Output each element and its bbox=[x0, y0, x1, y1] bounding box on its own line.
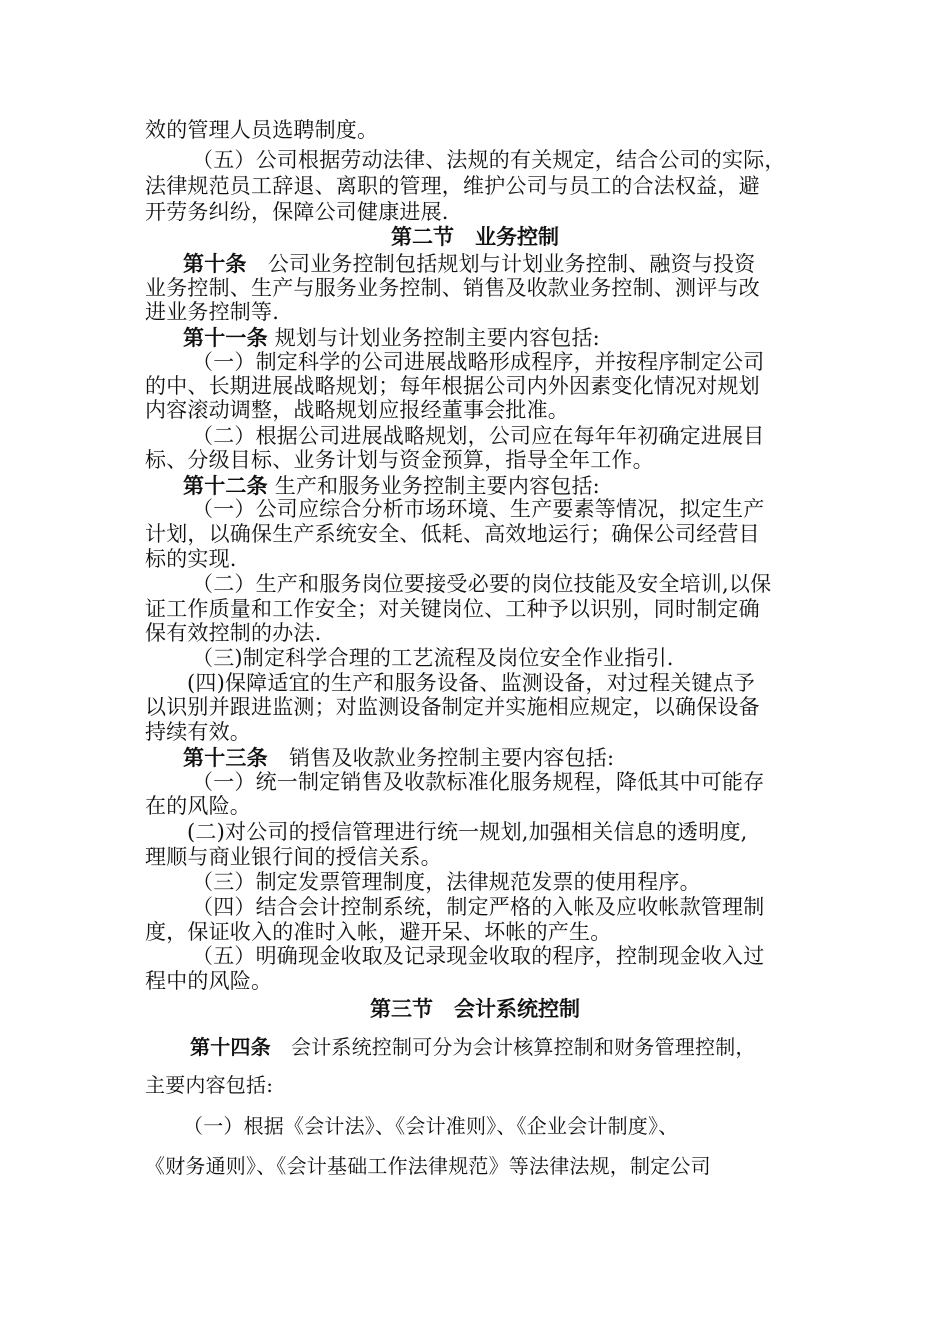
text-line: 持续有效。 bbox=[145, 720, 251, 744]
text-line: （四）结合会计控制系统，制定严格的入帐及应收帐款管理制 bbox=[192, 895, 765, 919]
text-line: (二)对公司的授信管理进行统一规划,加强相关信息的透明度, bbox=[187, 820, 748, 844]
text-line: 以识别并跟进监测；对监测设备制定并实施相应规定，以确保设备 bbox=[145, 695, 760, 719]
article-line bbox=[183, 325, 600, 350]
text-line: 的中、长期进展战略规划；每年根据公司内外因素变化情况对规划 bbox=[145, 374, 760, 398]
article-text: 销售及收款业务控制主要内容包括: bbox=[267, 746, 615, 770]
text-line: （一）统一制定销售及收款标准化服务规程，降低其中可能存 bbox=[192, 770, 765, 794]
text-line: （一）公司应综合分析市场环境、生产要素等情况，拟定生产 bbox=[192, 497, 765, 521]
text-line: 效的管理人员选聘制度。 bbox=[145, 118, 379, 142]
text-line: 程中的风险。 bbox=[145, 969, 273, 993]
text-line: 在的风险。 bbox=[145, 794, 251, 818]
text-line: （三）制定发票管理制度，法律规范发票的使用程序。 bbox=[192, 870, 701, 894]
text-line: 理顺与商业银行间的授信关系。 bbox=[145, 845, 442, 869]
article-label: 第十条 bbox=[183, 251, 247, 276]
text-line: （二）根据公司进展战略规划，公司应在每年年初确定进展目 bbox=[192, 424, 765, 448]
article-label: 第十一条 bbox=[183, 325, 268, 350]
article-line bbox=[183, 745, 614, 770]
article-label: 第十三条 bbox=[183, 745, 268, 770]
text-line: 《财务通则》、《会计基础工作法律规范》等法律法规，制定公司 bbox=[145, 1154, 711, 1178]
section-heading: 第三节 会计系统控制 bbox=[370, 996, 580, 1021]
text-line: （二）生产和服务岗位要接受必要的岗位技能及安全培训,以保 bbox=[192, 572, 772, 596]
text-line: （一）制定科学的公司进展战略形成程序，并按程序制定公司 bbox=[192, 350, 765, 374]
text-line: 主要内容包括: bbox=[145, 1073, 274, 1097]
article-line bbox=[183, 251, 755, 276]
text-line: 开劳务纠纷，保障公司健康进展. bbox=[145, 200, 449, 224]
article-text: 规划与计划业务控制主要内容包括: bbox=[267, 326, 600, 350]
text-line: 保有效控制的办法. bbox=[145, 621, 322, 645]
text-line: 法律规范员工辞退、离职的管理，维护公司与员工的合法权益，避 bbox=[145, 174, 760, 198]
article-line bbox=[190, 1035, 756, 1060]
section-heading: 第二节 业务控制 bbox=[391, 224, 559, 249]
text-line: 内容滚动调整，战略规划应报经董事会批准。 bbox=[145, 398, 569, 422]
text-line: （一）根据《会计法》、《会计准则》、《企业会计制度》、 bbox=[183, 1114, 679, 1138]
text-line: 证工作质量和工作安全；对关键岗位、工种予以识别，同时制定确 bbox=[145, 597, 760, 621]
article-text: 公司业务控制包括规划与计划业务控制、融资与投资 bbox=[246, 252, 756, 276]
article-text: 生产和服务业务控制主要内容包括: bbox=[267, 474, 600, 498]
text-line: 标的实现. bbox=[145, 547, 237, 571]
text-line: （五）明确现金收取及记录现金收取的程序，控制现金收入过 bbox=[192, 944, 765, 968]
article-label: 第十四条 bbox=[190, 1035, 271, 1059]
article-text: 会计系统控制可分为会计核算控制和财务管理控制， bbox=[270, 1035, 756, 1059]
text-line: （五）公司根据劳动法律、法规的有关规定，结合公司的实际， bbox=[192, 148, 786, 172]
text-line: （三)制定科学合理的工艺流程及岗位安全作业指引. bbox=[192, 646, 674, 670]
text-line: 业务控制、生产与服务业务控制、销售及收款业务控制、测评与改 bbox=[145, 276, 760, 300]
text-line: 进业务控制等. bbox=[145, 300, 280, 324]
article-label: 第十二条 bbox=[183, 473, 268, 498]
text-line: 标、分级目标、业务计划与资金预算，指导全年工作。 bbox=[145, 448, 654, 472]
article-line bbox=[183, 473, 600, 498]
text-line: (四)保障适宜的生产和服务设备、监测设备，对过程关键点予 bbox=[187, 671, 755, 695]
text-line: 度，保证收入的准时入帐，避开呆、坏帐的产生。 bbox=[145, 920, 612, 944]
text-line: 计划，以确保生产系统安全、低耗、高效地运行；确保公司经营目 bbox=[145, 522, 760, 546]
